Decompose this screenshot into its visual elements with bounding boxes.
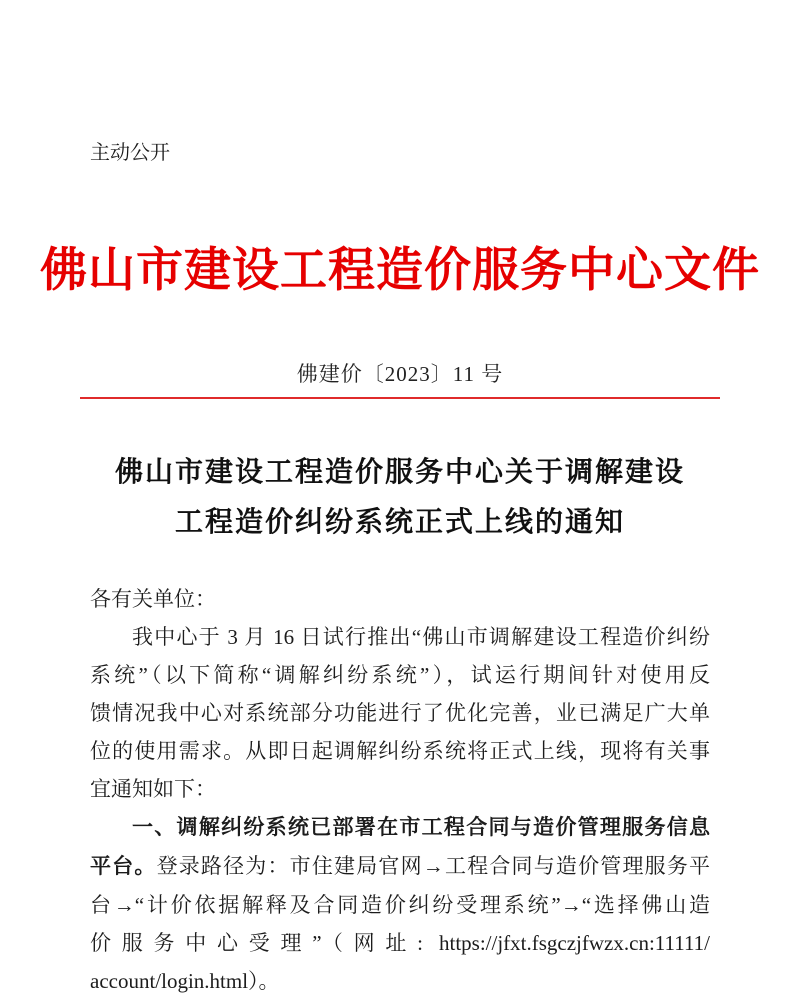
body-line <box>90 656 710 694</box>
body-line <box>90 618 710 656</box>
letterhead-title: 佛山市建设工程造价服务中心文件 <box>40 245 760 297</box>
notice-title-line: 佛山市建设工程造价服务中心关于调解建设 <box>114 457 685 488</box>
body-line <box>90 732 710 770</box>
disclosure-label: 主动公开 <box>90 142 170 164</box>
body-line <box>90 962 710 996</box>
body-line <box>90 694 710 732</box>
body-text: 位的使用需求。从即日起调解纠纷系统将正式上线，现将有关事 <box>90 739 710 763</box>
notice-title-line: 工程造价纠纷系统正式上线的通知 <box>174 507 625 538</box>
body-line <box>90 886 710 924</box>
body-text: account/login.html）。 <box>90 969 280 993</box>
notice-title <box>0 448 800 548</box>
body-text: 各有关单位： <box>90 587 216 611</box>
body-text-bold: 平台。 <box>90 855 157 878</box>
body-line <box>90 580 710 618</box>
body-line <box>90 808 710 847</box>
document-number: 佛建价〔2023〕11 号 <box>296 362 504 386</box>
body-text: 我中心于 3 月 16 日试行推出“佛山市调解建设工程造价纠纷 <box>132 625 710 649</box>
body-line <box>90 847 710 886</box>
body-text: 台→“计价依据解释及合同造价纠纷受理系统”→“选择佛山造 <box>90 893 710 917</box>
body-text: 价服务中心受理”（网址: https://jfxt.fsgczjfwzx.cn:11111/ <box>90 931 710 955</box>
red-divider <box>80 397 720 399</box>
body-line <box>90 924 710 962</box>
body-line <box>90 770 710 808</box>
body-text: 系统”（以下简称“调解纠纷系统”），试运行期间针对使用反 <box>90 663 710 687</box>
body-text: 馈情况我中心对系统部分功能进行了优化完善，业已满足广大单 <box>90 701 710 725</box>
body-text-bold: 一、调解纠纷系统已部署在市工程合同与造价管理服务信息 <box>132 816 710 839</box>
body-paragraphs <box>90 580 710 996</box>
body-text: 宜通知如下： <box>90 777 216 801</box>
body-text: 登录路径为：市住建局官网→工程合同与造价管理服务平 <box>156 854 711 878</box>
